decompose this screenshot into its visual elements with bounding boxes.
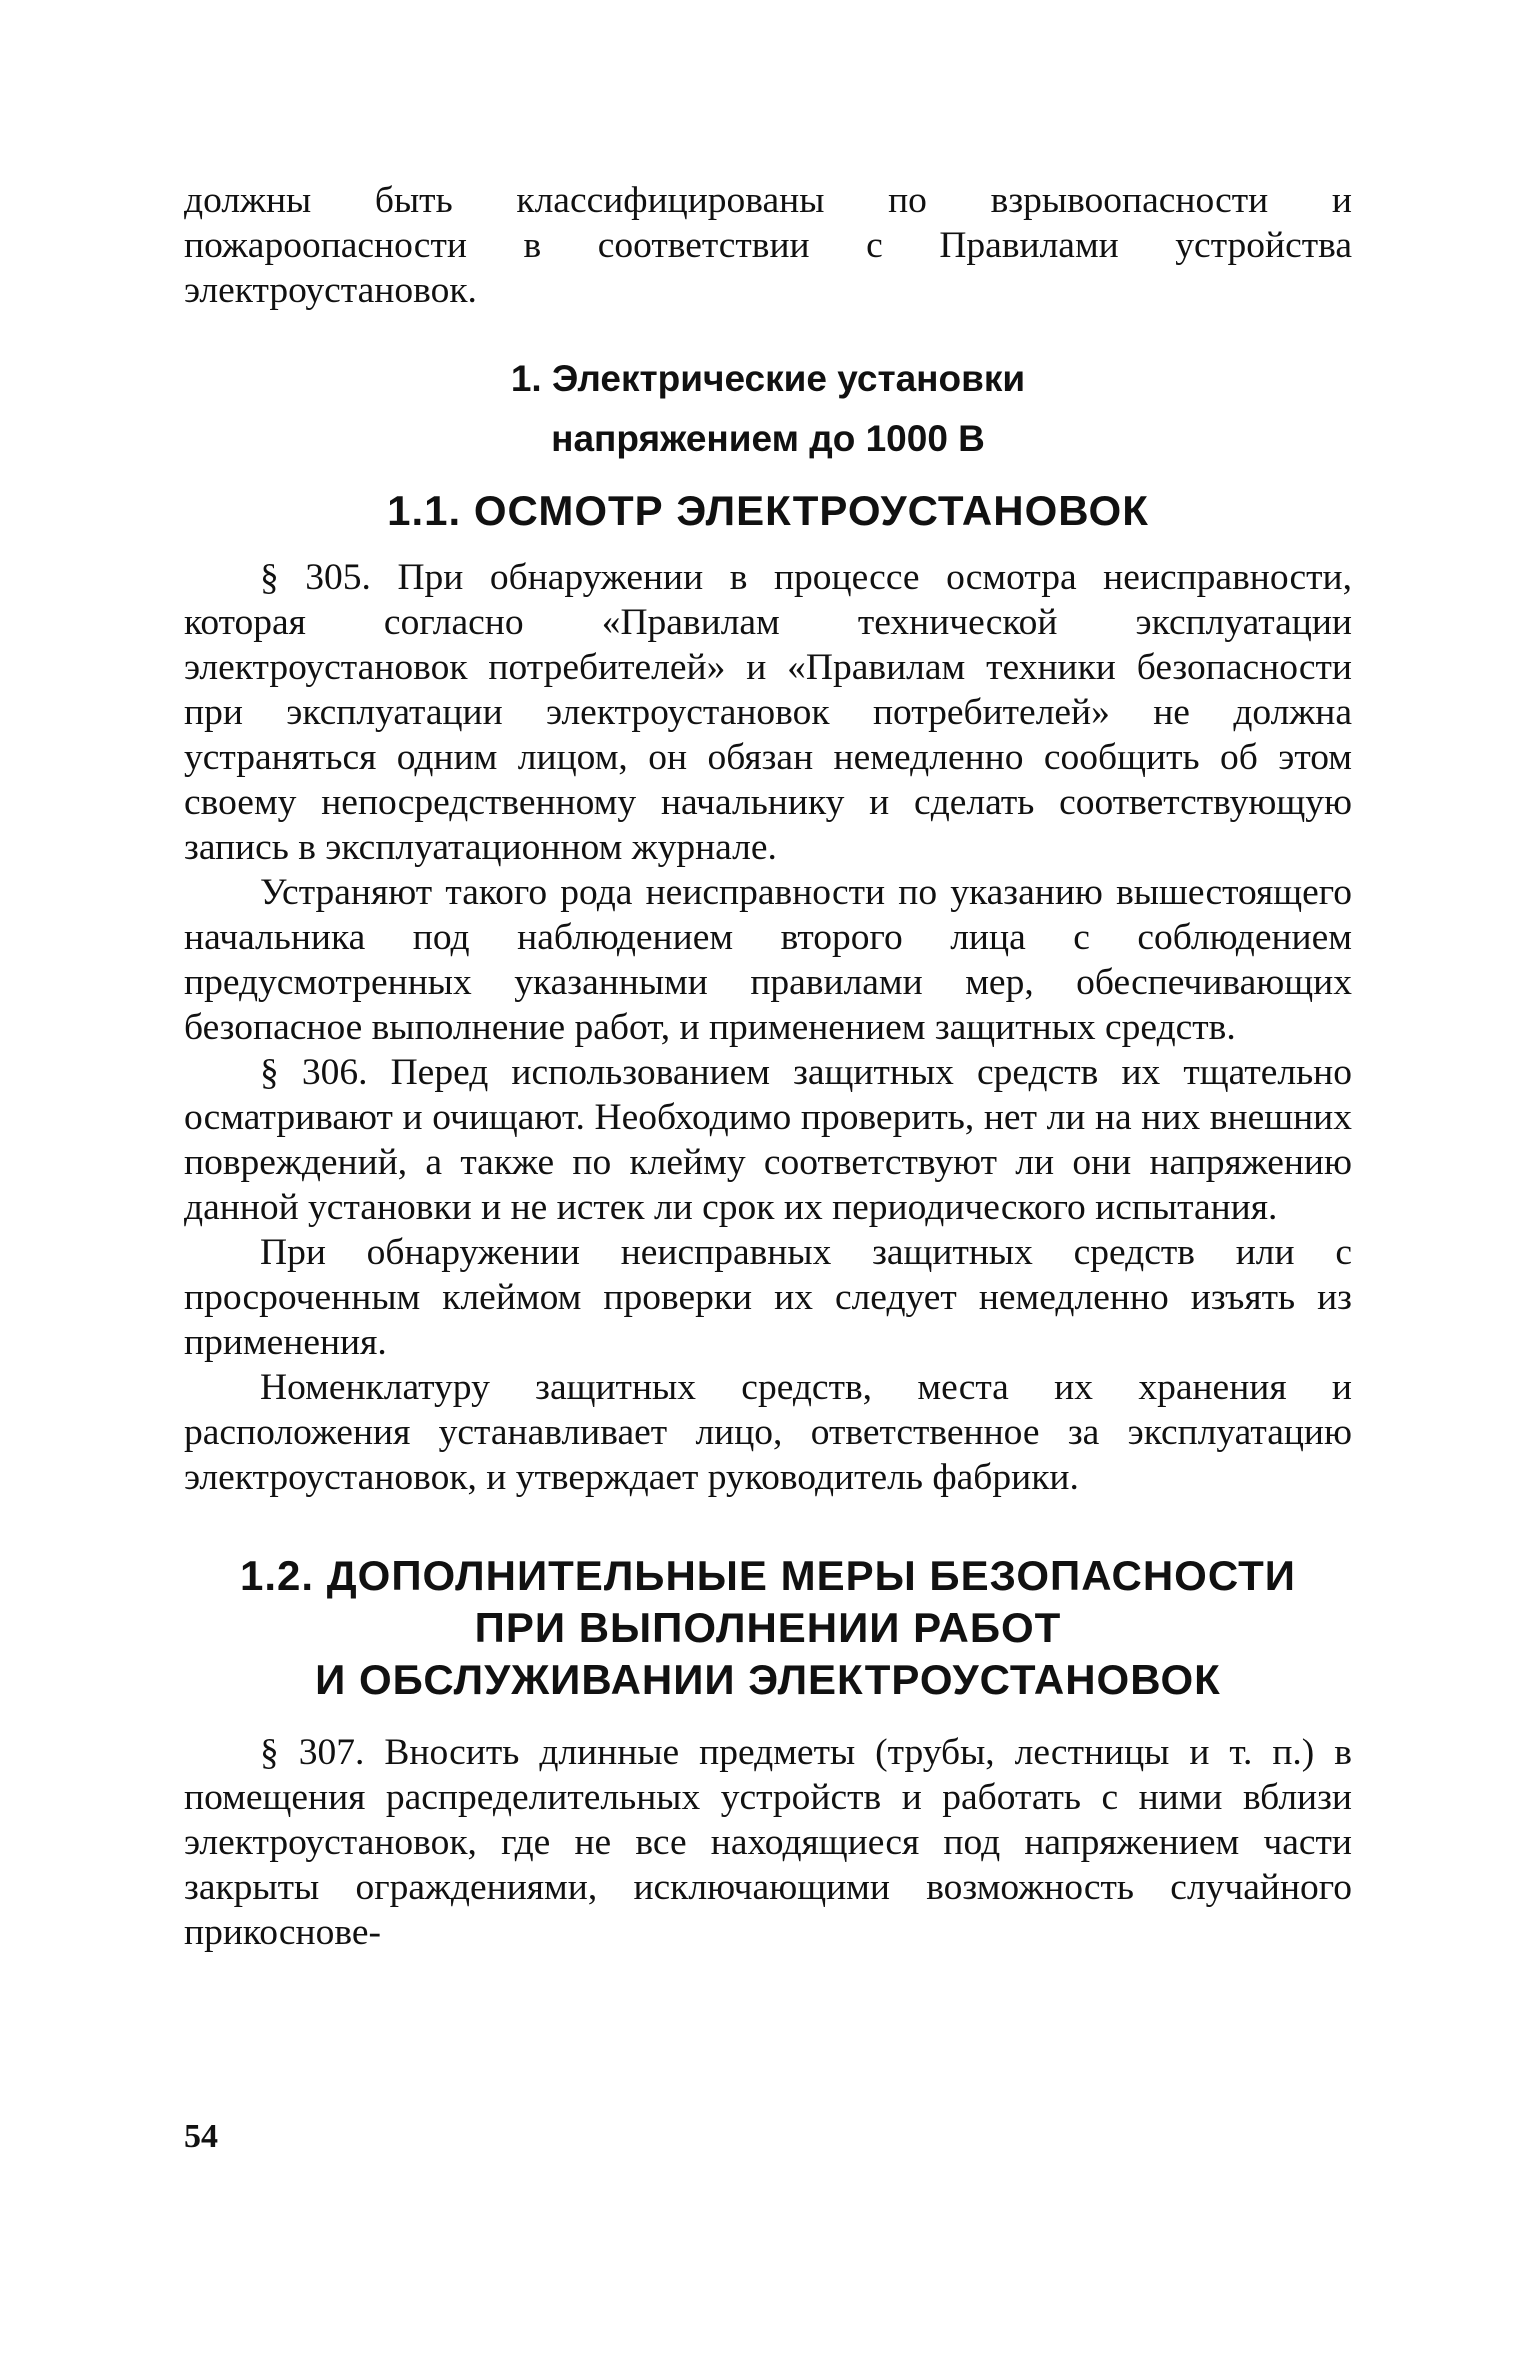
section-1-title bbox=[184, 349, 1352, 469]
paragraph-306-nomenclature: Номенклатуру защитных средств, места их хранения и расположения устанавливает лицо, ответственное за эксплуатацию электроустановок, и утверждает руководитель фабрики. bbox=[184, 1367, 1352, 1498]
subsection-1-2-title-line-3: И ОБСЛУЖИВАНИИ ЭЛЕКТРОУСТАНОВОК bbox=[315, 1656, 1221, 1703]
subsection-1-2-title bbox=[184, 1550, 1352, 1706]
intro-paragraph: должны быть классифицированы по взрывоопасности и пожароопасности в соответствии с Правилами устройства электроустановок. bbox=[184, 180, 1352, 311]
paragraph-306-defective: При обнаружении неисправных защитных средств или с просроченным клеймом проверки их следует немедленно изъять из применения. bbox=[184, 1232, 1352, 1363]
paragraph-306: § 306. Перед использованием защитных средств их тщательно осматривают и очищают. Необходимо проверить, нет ли на них внешних повреждений, а также по клейму соответствуют ли они напряжению данной установки и не истек ли срок их периодического испытания. bbox=[184, 1052, 1352, 1228]
subsection-1-2-title-line-2: ПРИ ВЫПОЛНЕНИИ РАБОТ bbox=[474, 1604, 1062, 1651]
page-number: 54 bbox=[184, 2118, 218, 2155]
subsection-1-2-title-line-1: 1.2. ДОПОЛНИТЕЛЬНЫЕ МЕРЫ БЕЗОПАСНОСТИ bbox=[240, 1552, 1296, 1599]
page-body bbox=[184, 178, 1352, 1955]
subsection-1-1-title: 1.1. ОСМОТР ЭЛЕКТРОУСТАНОВОК bbox=[387, 487, 1149, 534]
paragraph-305: § 305. При обнаружении в процессе осмотра неисправности, которая согласно «Правилам технической эксплуатации электроустановок потребителей» и «Правилам техники безопасности при эксплуатации электроустановок потребителей» не должна устраняться одним лицом, он обязан немедленно сообщить об этом своему непосредственному начальнику и сделать соответствующую запись в эксплуатационном журнале. bbox=[184, 557, 1352, 868]
paragraph-307: § 307. Вносить длинные предметы (трубы, лестницы и т. п.) в помещения распределительных устройств и работать с ними вблизи электроустановок, где не все находящиеся под напряжением части закрыты ограждениями, исключающими возможность случайного прикоснове- bbox=[184, 1732, 1352, 1953]
section-1-title-line-1: 1. Электрические установки bbox=[510, 358, 1026, 399]
section-1-title-line-2: напряжением до 1000 В bbox=[551, 418, 985, 459]
paragraph-305-continued: Устраняют такого рода неисправности по указанию вышестоящего начальника под наблюдением второго лица с соблюдением предусмотренных указанными правилами мер, обеспечивающих безопасное выполнение работ, и применением защитных средств. bbox=[184, 872, 1352, 1048]
